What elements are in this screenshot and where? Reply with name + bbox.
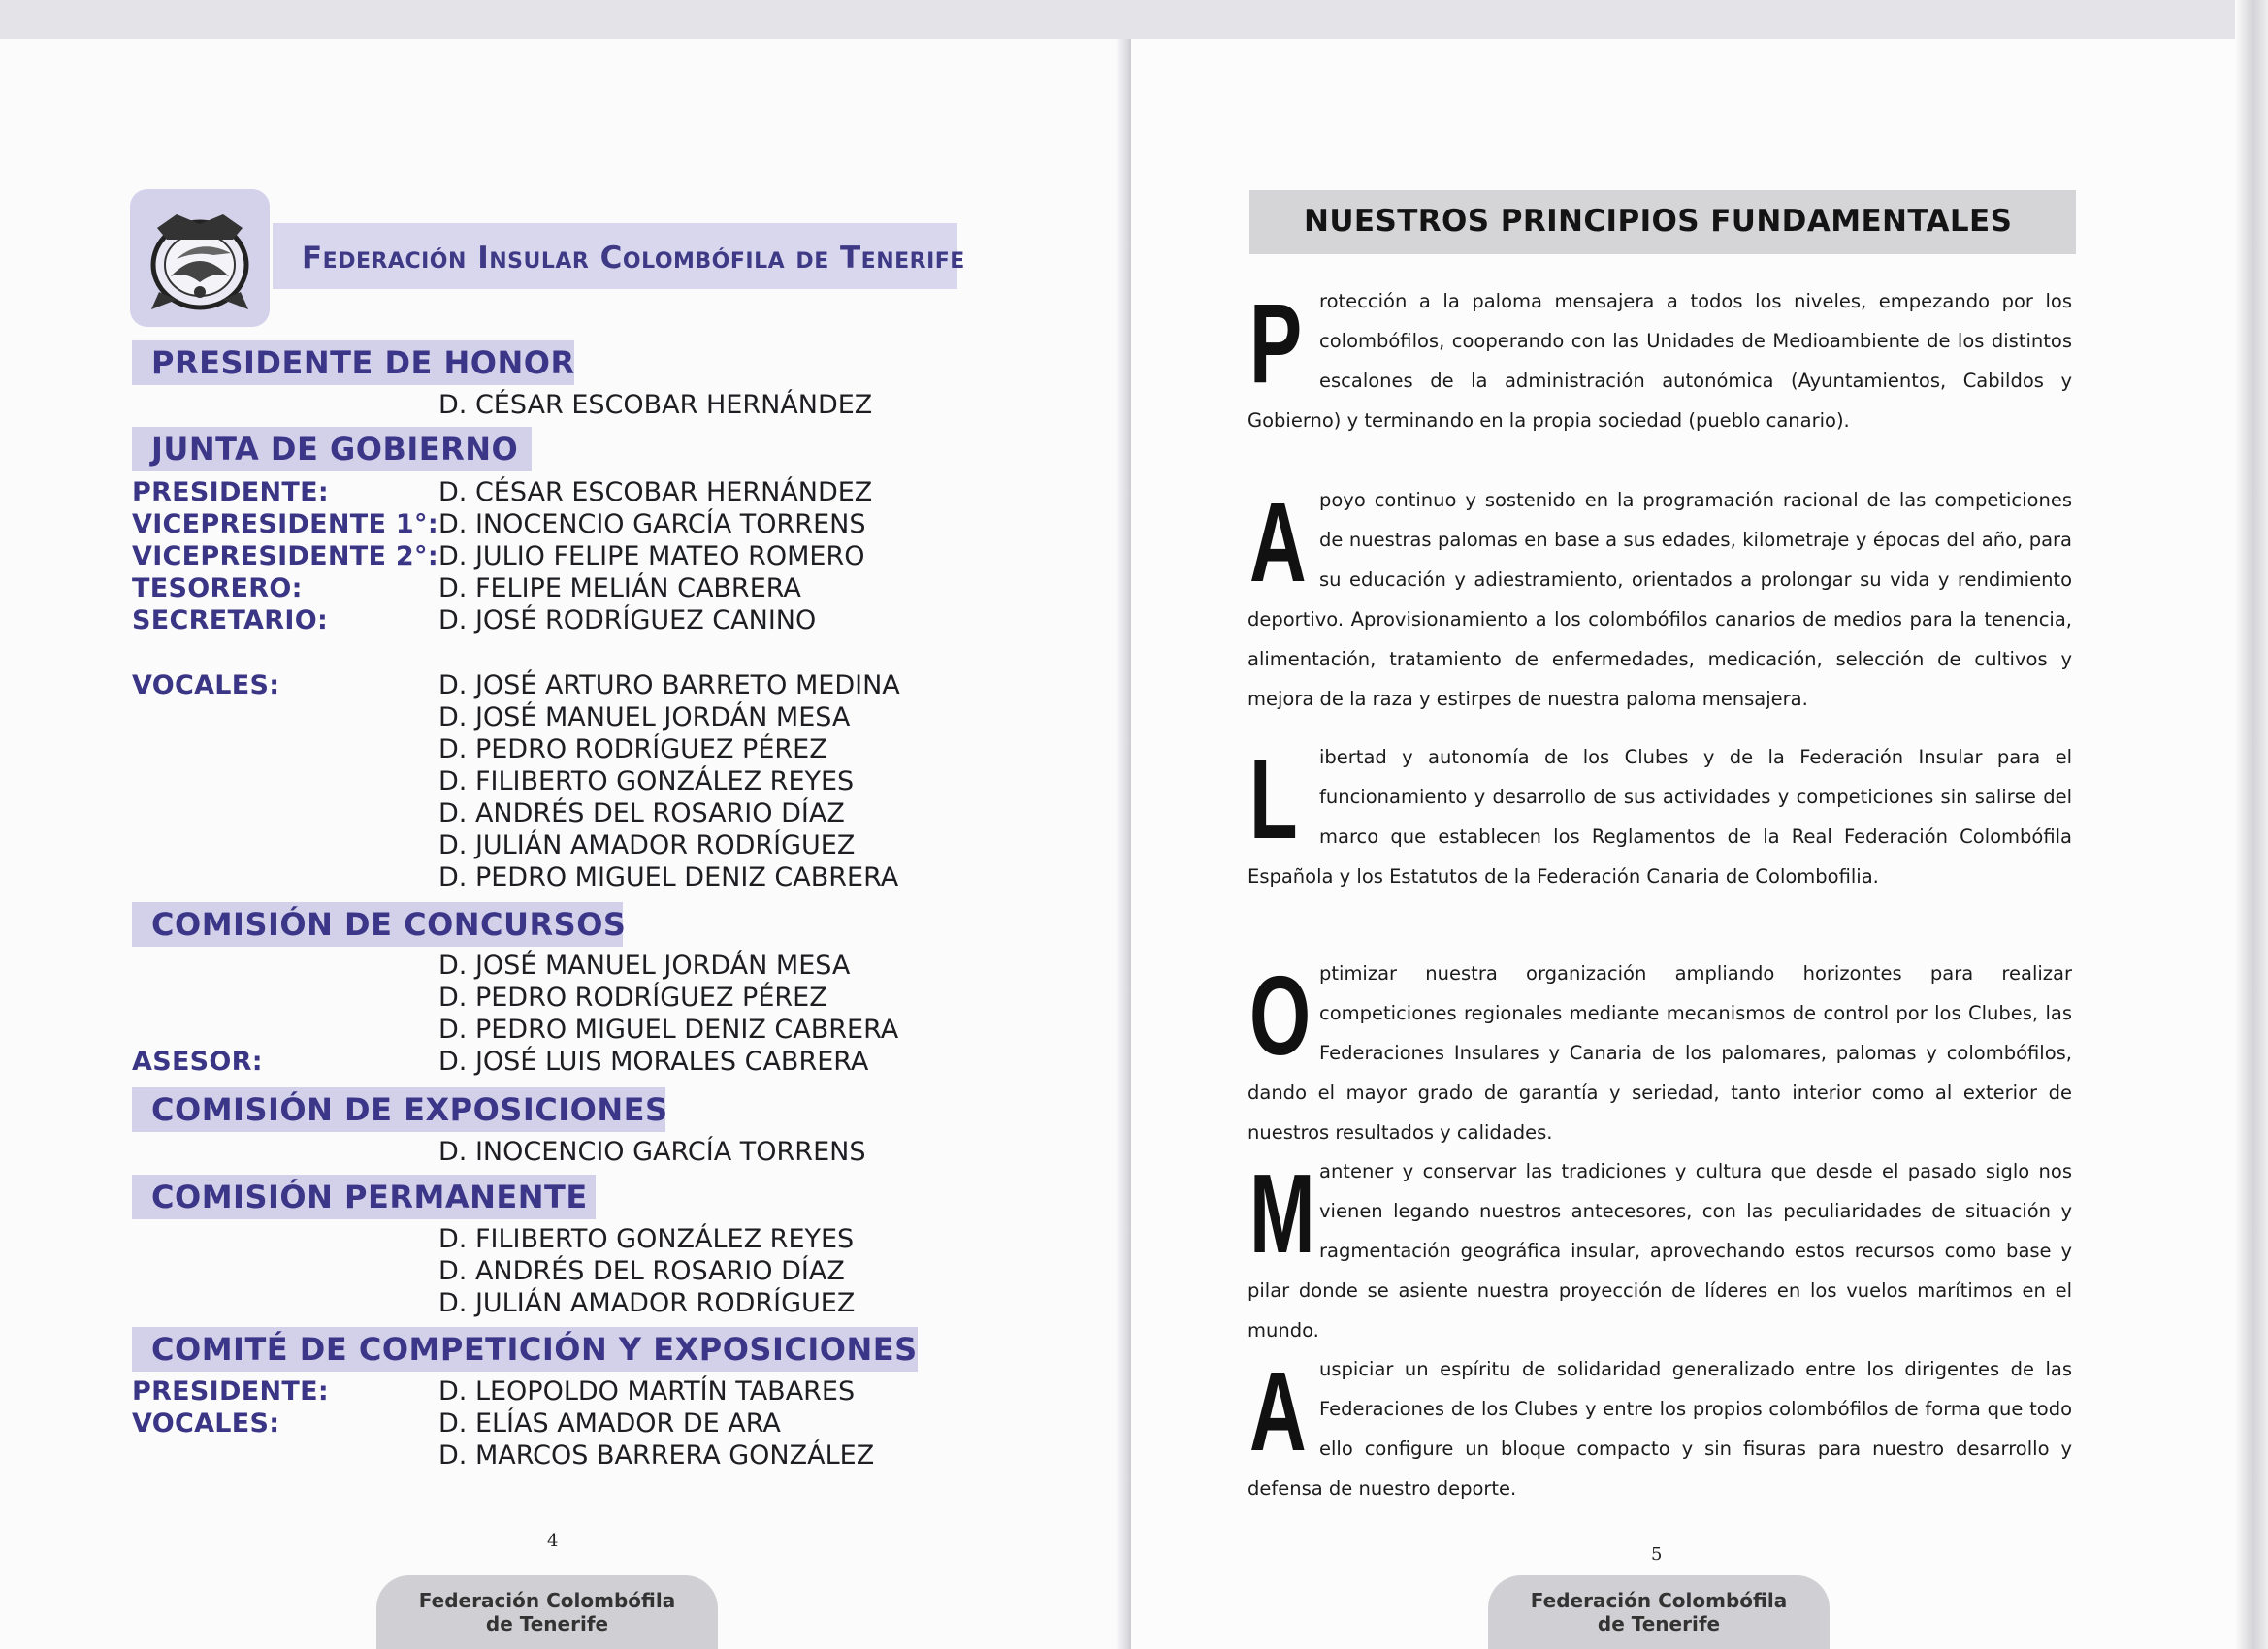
federation-logo bbox=[130, 189, 270, 327]
principle-paragraph bbox=[1247, 954, 2072, 1152]
footer-line-2: de Tenerife bbox=[1597, 1612, 1721, 1635]
paragraph-text: poyo continuo y sostenido en la programación racional de las competiciones de nuestras palomas en base a sus edades, kilometraje y épocas del año, para su educación y adiestramiento, orientados a prolongar su vida y rendimiento deportivo. Aprovisionamiento a los colombófilos canarios de medios para la tenencia, alimentación, tratamiento de enfermedades, medicación, selección de cultivos y mejora de la raza y estirpes de nuestra paloma mensajera. bbox=[1247, 489, 2072, 710]
vocal-member: D. JOSÉ ARTURO BARRETO MEDINA bbox=[438, 670, 900, 700]
permanente-member: D. ANDRÉS DEL ROSARIO DÍAZ bbox=[438, 1256, 845, 1286]
role-vicepresidente-1: VICEPRESIDENTE 1°: bbox=[132, 509, 438, 539]
footer-tab-left bbox=[376, 1575, 718, 1649]
role-presidente: PRESIDENTE: bbox=[132, 477, 329, 507]
drop-cap: P bbox=[1249, 280, 1303, 406]
section-heading-text: COMISIÓN DE CONCURSOS bbox=[151, 906, 627, 943]
asesor-member: D. JOSÉ LUIS MORALES CABRERA bbox=[438, 1047, 869, 1077]
vocal-member: D. JULIÁN AMADOR RODRÍGUEZ bbox=[438, 830, 856, 860]
paragraph-text: antener y conservar las tradiciones y cultura que desde el pasado siglo nos vienen legando nuestros antecesores, con las peculiaridades de situación y ragmentación geográfica insular, aprovechando estos recursos como base y pilar donde se asiente nuestra proyección de líderes en los vuelos marítimos en el mundo. bbox=[1247, 1160, 2072, 1342]
role-comite-presidente: PRESIDENTE: bbox=[132, 1376, 329, 1406]
section-heading-comite bbox=[132, 1327, 918, 1372]
drop-cap: A bbox=[1249, 1348, 1307, 1474]
section-heading-permanente bbox=[132, 1175, 596, 1219]
vocal-member: D. PEDRO RODRÍGUEZ PÉREZ bbox=[438, 734, 827, 764]
member-tesorero: D. FELIPE MELIÁN CABRERA bbox=[438, 573, 801, 603]
concursos-member: D. PEDRO MIGUEL DENIZ CABRERA bbox=[438, 1015, 899, 1045]
footer-tab-right bbox=[1488, 1575, 1830, 1649]
footer-line-1: Federación Colombófila bbox=[1530, 1589, 1788, 1612]
section-heading-honor bbox=[132, 340, 574, 385]
drop-cap: O bbox=[1249, 953, 1312, 1079]
role-secretario: SECRETARIO: bbox=[132, 605, 329, 635]
section-heading-text: JUNTA DE GOBIERNO bbox=[151, 431, 519, 468]
vocal-member: D. FILIBERTO GONZÁLEZ REYES bbox=[438, 766, 855, 796]
section-heading-text: COMITÉ DE COMPETICIÓN Y EXPOSICIONES bbox=[151, 1331, 918, 1368]
section-heading-junta bbox=[132, 427, 532, 471]
exposiciones-member: D. INOCENCIO GARCÍA TORRENS bbox=[438, 1137, 866, 1167]
scan-top-edge bbox=[0, 0, 2268, 39]
role-vocales: VOCALES: bbox=[132, 670, 280, 700]
concursos-member: D. JOSÉ MANUEL JORDÁN MESA bbox=[438, 951, 851, 981]
page-number-left: 4 bbox=[547, 1531, 559, 1551]
footer-line-1: Federación Colombófila bbox=[418, 1589, 676, 1612]
page-number-right: 5 bbox=[1651, 1544, 1663, 1565]
role-tesorero: TESORERO: bbox=[132, 573, 303, 603]
section-heading-concursos bbox=[132, 902, 627, 947]
member-vicepresidente-2: D. JULIO FELIPE MATEO ROMERO bbox=[438, 541, 865, 571]
member-vicepresidente-1: D. INOCENCIO GARCÍA TORRENS bbox=[438, 509, 866, 539]
principle-paragraph bbox=[1247, 281, 2072, 440]
role-vicepresidente-2: VICEPRESIDENTE 2°: bbox=[132, 541, 438, 571]
section-heading-text: PRESIDENTE DE HONOR bbox=[151, 344, 575, 381]
vocal-member: D. ANDRÉS DEL ROSARIO DÍAZ bbox=[438, 798, 845, 828]
member-secretario: D. JOSÉ RODRÍGUEZ CANINO bbox=[438, 605, 817, 635]
honor-member: D. CÉSAR ESCOBAR HERNÁNDEZ bbox=[438, 390, 873, 420]
federation-crest-icon bbox=[138, 195, 262, 321]
principles-heading: NUESTROS PRINCIPIOS FUNDAMENTALES bbox=[1304, 204, 2013, 239]
paragraph-text: ptimizar nuestra organización ampliando horizontes para realizar competiciones regionales mediante mecanismos de control por los Clubes, las Federaciones Insulares y Canaria de los palomares, palomas y colombófilos, dando el mayor grado de garantía y seriedad, tanto interior como al exterior de nuestros resultados y calidades. bbox=[1247, 962, 2072, 1144]
comite-vocal: D. ELÍAS AMADOR DE ARA bbox=[438, 1408, 781, 1439]
footer-line-2: de Tenerife bbox=[485, 1612, 609, 1635]
principle-paragraph bbox=[1247, 480, 2072, 719]
paragraph-text: ibertad y autonomía de los Clubes y de la Federación Insular para el funcionamiento y desarrollo de sus actividades y competiciones sin salirse del marco que establecen los Reglamentos de la Real Federación Colombófila Española y los Estatutos de la Federación Canaria de Colombofilia. bbox=[1247, 746, 2072, 888]
principles-heading-band bbox=[1249, 190, 2076, 254]
role-asesor: ASESOR: bbox=[132, 1047, 263, 1077]
paragraph-text: uspiciar un espíritu de solidaridad generalizado entre los dirigentes de las Federaciones de los Clubes y entre los propios colombófilos de forma que todo ello configure un bloque compacto y sin fisuras para nuestro desarrollo y defensa de nuestro deporte. bbox=[1247, 1358, 2072, 1500]
scan-right-edge bbox=[2235, 0, 2268, 1649]
drop-cap: A bbox=[1249, 479, 1307, 605]
member-presidente: D. CÉSAR ESCOBAR HERNÁNDEZ bbox=[438, 477, 873, 507]
vocal-member: D. JOSÉ MANUEL JORDÁN MESA bbox=[438, 702, 851, 732]
role-comite-vocales: VOCALES: bbox=[132, 1408, 280, 1439]
comite-presidente: D. LEOPOLDO MARTÍN TABARES bbox=[438, 1376, 856, 1406]
principle-paragraph bbox=[1247, 737, 2072, 896]
federation-title: Federación Insular Colombófila de Tenerife bbox=[302, 241, 965, 275]
section-heading-exposiciones bbox=[132, 1087, 668, 1132]
drop-cap: M bbox=[1249, 1150, 1315, 1277]
concursos-member: D. PEDRO RODRÍGUEZ PÉREZ bbox=[438, 983, 827, 1013]
permanente-member: D. JULIÁN AMADOR RODRÍGUEZ bbox=[438, 1288, 856, 1318]
section-heading-text: COMISIÓN DE EXPOSICIONES bbox=[151, 1091, 668, 1128]
drop-cap: L bbox=[1249, 736, 1298, 862]
vocal-member: D. PEDRO MIGUEL DENIZ CABRERA bbox=[438, 862, 899, 892]
permanente-member: D. FILIBERTO GONZÁLEZ REYES bbox=[438, 1224, 855, 1254]
paragraph-text: rotección a la paloma mensajera a todos los niveles, empezando por los colombófilos, cooperando con las Unidades de Medioambiente de los distintos escalones de la administración autonómica (Ayuntamientos, Cabildos y Gobierno) y terminando en la propia sociedad (pueblo canario). bbox=[1247, 290, 2072, 432]
principle-paragraph bbox=[1247, 1349, 2072, 1508]
section-heading-text: COMISIÓN PERMANENTE bbox=[151, 1179, 588, 1215]
principle-paragraph bbox=[1247, 1151, 2072, 1350]
comite-vocal: D. MARCOS BARRERA GONZÁLEZ bbox=[438, 1440, 875, 1471]
